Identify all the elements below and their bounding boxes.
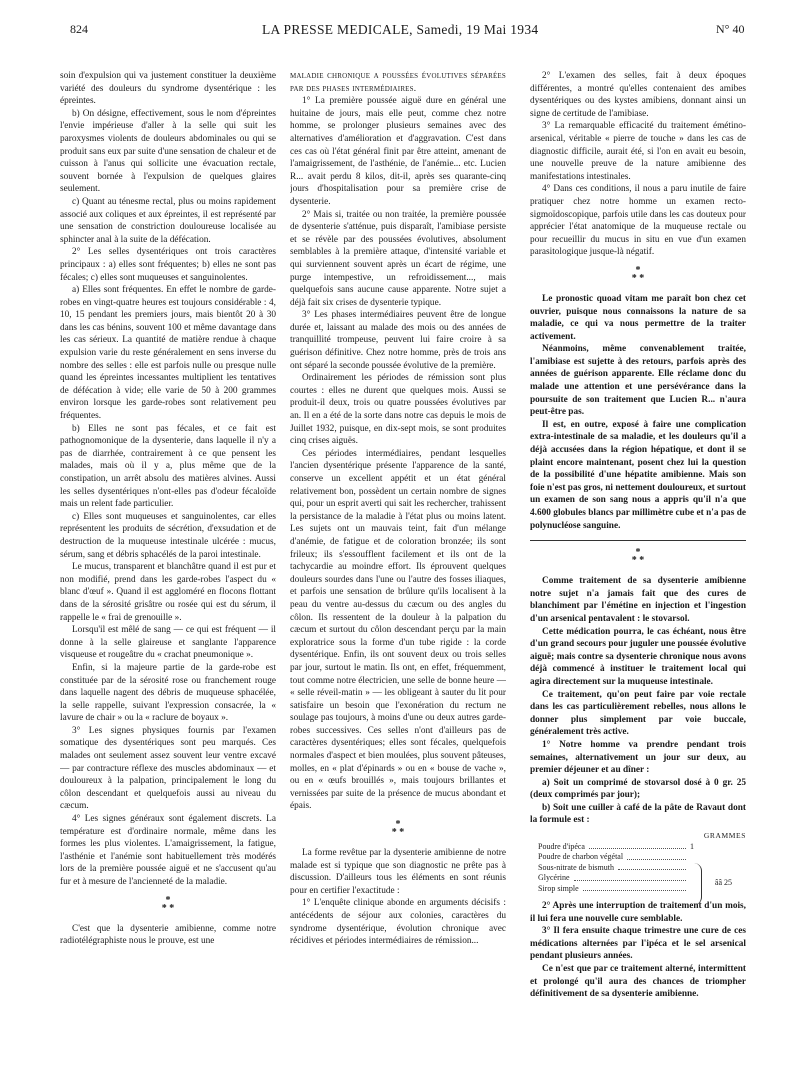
ingredient-name: Sous-nitrate de bismuth <box>538 862 614 872</box>
paragraph: b) Soit une cuiller à café de la pâte de Ravaut dont la formule est : <box>530 802 746 826</box>
paragraph: Ces périodes intermédiaires, pendant lesquelles l'ancien dysentérique présente l'apparence de la santé, conserve un excellent appétit et un état général relativement bon, possèdent un certain nombre de signes qui, pour un esprit averti qui sait les rechercher, trahissent la persistance de la maladie à l'état plus ou moins latent. Les sujets ont un mauvais teint, fait d'un mélange d'anémie, de fatigue et de coloration bronzée; ils sont frileux; ils s'essoufflent facilement et ils ont de la tachycardie au moindre effort. Ils éprouvent quelques douleurs sourdes dans l'une ou l'autre des fosses iliaques, et parfois une sensation de brûlure qu'ils localisent à la peau du ventre au-dessus du cæcum ou des angles du côlon. Ils ressentent de la douleur à la palpation du cæcum et surtout du côlon descendant perçu par la main exploratrice sous la forme d'un tube rigide : la corde dysentérique. Enfin, ils ont souvent deux ou trois selles par jour, surtout le matin. Ils ont, en effet, fréquemment, tout comme notre électricien, une selle de bonne heure — « selle réveil-matin » — les obligeant à sauter du lit pour satisfaire un besoin que l'exonération du rectum ne soulage pas toujours, à moins d'une ou deux autres garde-robes successives. Ces selles n'ont d'ailleurs pas de caractères dysentériques; elles sont fécales, quelquefois normales d'aspect et bien moulées, plus souvent pâteuses, molles, en « plat d'épinards » ou en « bouse de vache », ou en « œufs brouillés », mais toujours brillantes et vernissées par suite de la présence de mucus abondant et épais. <box>290 448 506 812</box>
ingredient-name: Glycérine <box>538 873 570 883</box>
paragraph: c) Elles sont muqueuses et sanguinolentes, car elles représentent les produits de sécrétion, d'exsudation et de destruction de la muqueuse intestinale ulcérée : mucus, sérum, sang et débris sphacélés de la paroi intestinale. <box>60 511 276 560</box>
paragraph: a) Elles sont fréquentes. En effet le nombre de garde-robes en vingt-quatre heures est toujours considérable : 4, 10, 15 pendant les premiers jours, mais bientôt 20 à 30 dans les cas bénins, souvent 100 et même davantage dans les cas sérieux. La quantité de matière rendue à chaque expulsion varie du reste généralement en sens inverse du nombre des selles : elle est parfois nulle ou presque nulle quand les épreintes incessantes multiplient les tentatives de défécation à vide; elle varie de 50 à 200 grammes environ lorsque les garde-robes sont relativement peu fréquentes. <box>60 285 276 422</box>
section-separator: * * * <box>161 894 175 914</box>
paragraph: Comme traitement de sa dysenterie amibienne notre sujet n'a jamais fait que des cures de blanchiment par l'émétine en injection et l'ingestion d'un arsenical pentavalent : le stovarsol. <box>530 576 746 624</box>
ingredient-name: Poudre de charbon végétal <box>538 852 624 862</box>
column-3 <box>530 70 746 1074</box>
formula-row <box>538 863 746 874</box>
page-number: 824 <box>70 22 88 36</box>
section-separator: * * * <box>631 264 645 284</box>
paragraph: 3° Il fera ensuite chaque trimestre une cure de ces médications alternées par l'ipéca et le sel arsenical pendant plusieurs années. <box>530 926 746 962</box>
formula-unit-header: GRAMMES <box>703 831 746 841</box>
paragraph: Le mucus, transparent et blanchâtre quand il est pur et non modifié, prend dans les garde-robes l'aspect du « blanc d'œuf ». Quand il est aggloméré en flocons flottant dans de la sérosité grisâtre ou rosée qui est du sérum, il rappelle le « frai de grenouille ». <box>60 562 276 623</box>
paragraph: 2° Après une interruption de traitement d'un mois, il lui fera une nouvelle cure semblable. <box>530 901 746 924</box>
page-header <box>0 0 800 36</box>
ingredient-name: Poudre d'ipéca <box>538 841 585 851</box>
ingredient-qty: 1 <box>690 841 694 851</box>
paragraph: 2° Mais si, traitée ou non traitée, la première poussée de dysenterie s'atténue, puis disparaît, l'amibiase persiste et se révèle par des poussées évolutives, absolument semblables à la première attaque, d'intensité variable et qui surviennent souvent après un écart de régime, une purge intempestive, un refroidissement..., mais quelquefois sans aucune cause apparente. Notre sujet a déjà fait six crises de dysenterie typique. <box>290 209 506 308</box>
paragraph: 1° L'enquête clinique abonde en arguments décisifs : antécédents de séjour aux colonies, caractères du syndrome dysentérique, évolution chronique avec récidives et périodes intermédiaires de rémission... <box>290 898 506 947</box>
paragraph: Cette médication pourra, le cas échéant, nous être d'un grand secours pour juguler une poussée évolutive aiguë; mais contre sa dysenterie chronique nous avons déjà commencé à instituer le traitement local qui agira directement sur la muqueuse intestinale. <box>530 626 746 687</box>
paragraph: b) On désigne, effectivement, sous le nom d'épreintes l'envie impérieuse d'aller à la selle qui suit les paroxysmes violents de douleurs abdominales ou qui se produit sans eux par suite d'une sensation de chaleur et de cuisson à l'anus qui sollicite une évacuation rectale, souvent bornée à l'expulsion de quelques glaires seulement. <box>60 108 276 195</box>
formula-table <box>538 831 746 894</box>
column-1 <box>60 70 276 1074</box>
formula-row <box>538 842 746 853</box>
paragraph: c) Quant au ténesme rectal, plus ou moins rapidement associé aux coliques et aux épreintes, il est représenté par une sensation de constriction douloureuse localisée au sphincter anal à la suite de la défécation. <box>60 196 276 245</box>
paragraph: 2° Les selles dysentériques ont trois caractères principaux : a) elles sont fréquentes; b) elles ne sont pas fécales; c) elles sont muqueuses et sanguinolentes. <box>60 247 276 283</box>
paragraph: Ce n'est que par ce traitement alterné, intermittent et prolongé qu'il aura des chances de triompher définitivement de sa dysenterie amibienne. <box>530 964 746 1000</box>
paragraph: Lorsqu'il est mêlé de sang — ce qui est fréquent — il donne à la selle glaireuse et sanglante l'apparence visqueuse et rougeâtre du « crachat pneumonique ». <box>60 625 276 661</box>
formula-row <box>538 852 746 863</box>
paragraph: C'est que la dysenterie amibienne, comme notre radiotélégraphiste nous le prouve, est une <box>60 923 276 947</box>
paragraph: 4° Les signes généraux sont également discrets. La température est d'ordinaire normale, même dans les formes les plus violentes. L'amaigrissement, la fatigue, l'asthénie et l'anémie sont habituellement très modérés lors de la première poussée aiguë et ne s'accusent qu'au fur et à mesure de l'ancienneté de la maladie. <box>60 814 276 887</box>
paragraph: maladie chronique a poussées évolutives séparées par des phases intermédiaires. <box>290 71 506 94</box>
formula-brace <box>693 863 702 905</box>
paragraph: 1° La première poussée aiguë dure en général une huitaine de jours, mais elle peut, comme chez notre homme, se prolonger plusieurs semaines avec des alternatives d'amélioration et d'aggravation. C'est dans ces cas où l'état général finit par être atteint, amenant de l'amaigrissement, de l'asthénie, de l'anémie... etc. Lucien R... avait perdu 8 kilos, dit-il, après ses quarante-cinq jours d'hospitalisation pour sa première crise de dysenterie. <box>290 96 506 207</box>
paragraph: Ordinairement les périodes de rémission sont plus courtes : elles ne durent que quelques mois. Aussi se produit-il deux, trois ou quatre poussées évolutives par an. Il en a été de la sorte dans notre cas depuis le mois de Juillet 1932, puisque, en dix-sept mois, se sont produites cinq crises aiguës. <box>290 373 506 447</box>
paragraph: Néanmoins, même convenablement traitée, l'amibiase est sujette à des retours, parfois après des années de guérison apparente. Elle réclame donc du malade une attention et une persévérance dans la poursuite de son traitement que Lucien R... n'aura peut-être pas. <box>530 344 746 418</box>
paragraph: 3° Les signes physiques fournis par l'examen somatique des dysentériques sont peu marqués. Ces malades ont seulement assez souvent leur ventre excavé — par contracture réflexe des muscles abdominaux — et douloureux à la palpation, principalement le long du côlon descendant et quelquefois aussi au niveau du cæcum. <box>60 725 276 812</box>
divider <box>530 540 746 541</box>
ingredient-name: Sirop simple <box>538 883 579 893</box>
paragraph: Il est, en outre, exposé à faire une complication extra-intestinale de sa maladie, et les douleurs qu'il a déjà accusées dans la région hépatique, et dont il se plaint encore maintenant, posent chez lui la question de la possibilité d'une hépatite amibienne. Mais son foie n'est pas gros, ni nettement douloureux, et surtout un examen de son sang nous a appris qu'il n'a que 4.600 globules blancs par millimètre cube et n'a pas de polynucléose sanguine. <box>530 419 746 531</box>
section-separator: * * * <box>391 819 405 839</box>
paragraph: Ce traitement, qu'on peut faire par voie rectale dans les cas particulièrement rebelles, nous allons le donner plus simplement par voie buccale, généralement très active. <box>530 689 746 738</box>
section-separator: * * * <box>631 547 645 567</box>
column-2 <box>290 70 506 1074</box>
paragraph: soin d'expulsion qui va justement constituer la deuxième variété des douleurs du syndrome dysentérique : les épreintes. <box>60 71 276 107</box>
formula-shared-qty: ââ 25 <box>714 878 732 888</box>
paragraph: 1° Notre homme va prendre pendant trois semaines, alternativement un jour sur deux, au premier déjeuner et au dîner : <box>530 739 746 776</box>
paragraph: a) Soit un comprimé de stovarsol dosé à 0 gr. 25 (deux comprimés par jour); <box>530 777 746 801</box>
paragraph: La forme revêtue par la dysenterie amibienne de notre malade est si typique que son diagnostic ne prête pas à discussion. D'ailleurs tous les éléments en sont réunis pour en certifier l'exactitude : <box>290 848 506 896</box>
issue-number: N° 40 <box>716 22 745 36</box>
paragraph: 4° Dans ces conditions, il nous a paru inutile de faire pratiquer chez notre homme un examen recto-sigmoïdoscopique, parfois utile dans les cas douteux pour apprécier l'état anatomique de la muqueuse rectale ou pour recueillir du mucus in situ en vue d'un examen parasitologique jusque-là négatif. <box>530 184 746 258</box>
journal-title: LA PRESSE MEDICALE, Samedi, 19 Mai 1934 <box>262 22 539 37</box>
paragraph: 3° Les phases intermédiaires peuvent être de longue durée et, laissant au malade des mois ou des années de tranquillité trompeuse, peuvent lui faire croire à sa guérison définitive. Chez notre homme, près de trois ans ont séparé la seconde poussée évolutive de la première. <box>290 310 506 371</box>
paragraph: 2° L'examen des selles, fait à deux époques différentes, a montré qu'elles contenaient des amibes dysentériques ou des kystes amibiens, donnant ainsi un signe de certitude de l'amibiase. <box>530 71 746 119</box>
paragraph: 3° La remarquable efficacité du traitement émétino-arsenical, véritable « pierre de touche » dans les cas de diagnostic difficile, aurait été, si l'on en avait eu besoin, une nouvelle preuve de la nature amibienne des manifestations intestinales. <box>530 121 746 182</box>
paragraph: b) Elles ne sont pas fécales, et ce fait est pathognomonique de la dysenterie, dans laquelle il n'y a pas de diarrhée, contrairement à ce que pensent les malades, mais où il y a, plus même que de la constipation, un arrêt absolu des matières alvines. Aussi les selles dysentériques n'ont-elles pas d'odeur fécaloïde mais un relent fade particulier. <box>60 423 276 510</box>
paragraph: Enfin, si la majeure partie de la garde-robe est constituée par de la sérosité rose ou franchement rouge dans laquelle nagent des débris de muqueuse sphacélée, la selle rappelle, suivant l'expression consacrée, la « lavure de chair » ou la « raclure de boyaux ». <box>60 662 276 724</box>
paragraph: Le pronostic quoad vitam me paraît bon chez cet ouvrier, puisque nous connaissons la nature de sa maladie, ce qui va nous permettre de la traiter activement. <box>530 293 746 342</box>
